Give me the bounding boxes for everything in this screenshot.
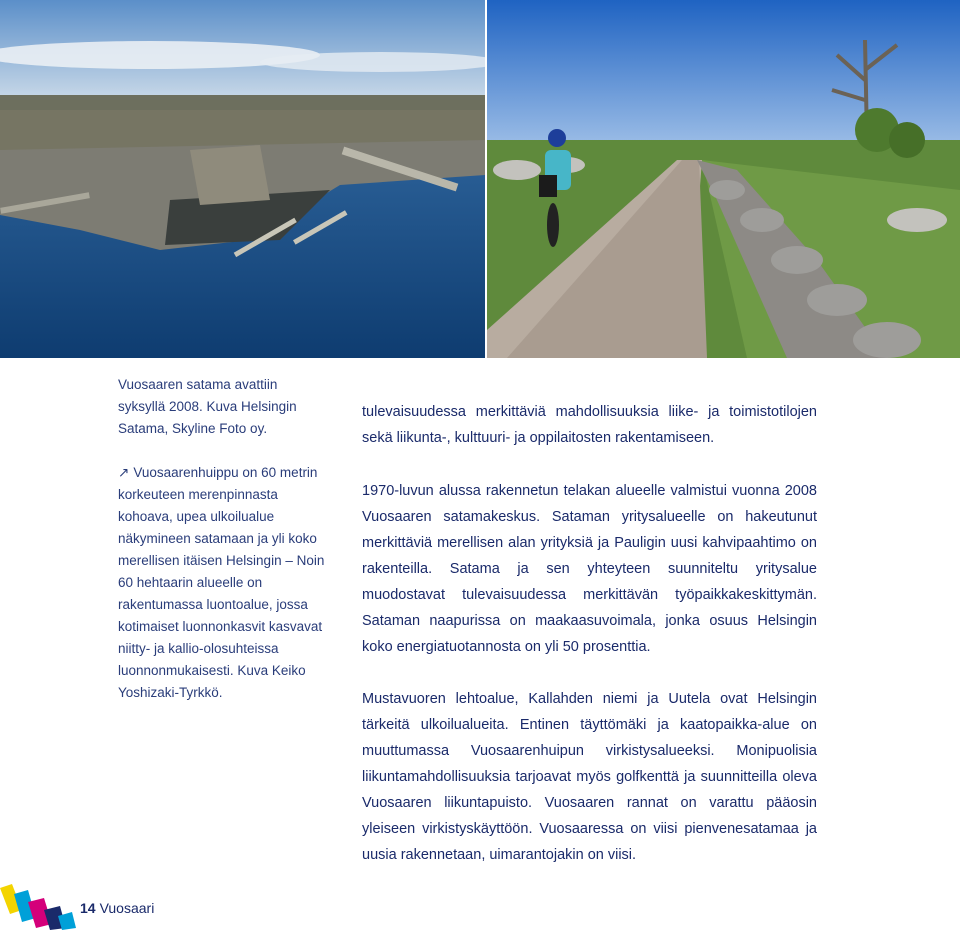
footer-stripes-logo [0, 880, 80, 930]
body-paragraph-3: Mustavuoren lehtoalue, Kallahden niemi ja Uutela ovat Helsingin tärkeitä ulkoilualueita. Entinen täyttömäki ja kaatopaikka-alue on muuttumassa Vuosaarenhuipun virkistysalueeksi. Monipuolisia liikuntamahdollisuuksia tarjoavat myös golfkenttä ja suunnitteilla oleva Vuosaaren liikuntapuisto. Vuosaaren rannat on varattu pääosin yleiseen virkistyskäyttöön. Vuosaaressa on viisi pienvenesatamaa ja uusia rakennetaan, uimarantojakin on viisi. [362, 691, 817, 863]
arrow-up-right-icon: ↗ [118, 465, 130, 480]
body-paragraph-2: 1970-luvun alussa rakennetun telakan alueelle valmistui vuonna 2008 Vuosaaren satamakeskus. Sataman yritysalueelle on hakeutunut merkittäviä merellisen alan yrityksiä ja Pauligin uusi kahvipaahtimo on rakenteilla. Satama ja sen yhteyteen suunniteltu yritysalue muodostavat tulevaisuudessa merkittävän työpaikkakeskittymän. Sataman naapurissa on maakaasuvoimala, jonka osuus Helsingin koko energiatuotannosta on yli 50 prosenttia. [362, 483, 817, 655]
page-footer [80, 900, 154, 916]
harbor-aerial-photo [0, 0, 485, 358]
footer-section-label: Vuosaari [99, 900, 155, 916]
hill-photo-caption [118, 462, 328, 704]
page-number: 14 [80, 900, 96, 916]
hill-caption-text: Vuosaarenhuippu on 60 metrin korkeuteen merenpinnasta kohoava, upea ulkoilualue näkymineen satamaan ja yli koko merellisen itäisen Helsingin – Noin 60 hehtaarin alueelle on rakentumassa luontoalue, jossa kotimaiset luonnonkasvit kasvavat niitty- ja kallio-olosuhteissa luonnonmukaisesti. Kuva Keiko Yoshizaki-Tyrkkö. [118, 465, 325, 700]
cycling-path-photo [487, 0, 960, 358]
body-paragraph-1: tulevaisuudessa merkittäviä mahdollisuuksia liike- ja toimistotilojen sekä liikunta-, kulttuuri- ja oppilaitosten rakentamiseen. [362, 404, 817, 446]
harbor-photo-caption: Vuosaaren satama avattiin syksyllä 2008. Kuva Helsingin Satama, Skyline Foto oy. [118, 377, 297, 436]
